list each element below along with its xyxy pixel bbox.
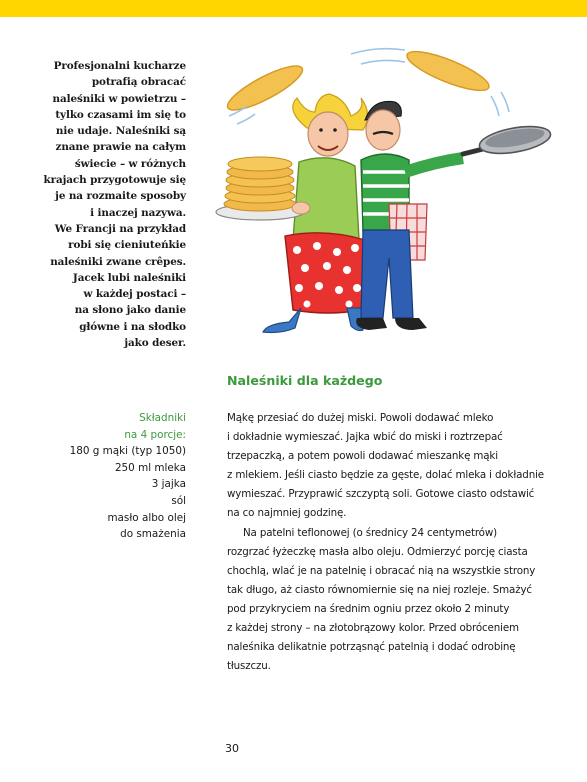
ingredients-heading: Składniki — [139, 412, 186, 424]
instruction-line: i dokładnie wymieszać. Jajka wbić do miski i roztrzepać — [227, 431, 503, 444]
instruction-line: z mlekiem. Jeśli ciasto będzie za gęste, dolać mleka i dokładnie — [227, 469, 544, 482]
instruction-line: trzepaczką, a potem powoli dodawać mieszankę mąki — [227, 450, 498, 463]
intro-line: We Francji na przykład — [54, 222, 186, 235]
page-number: 30 — [225, 742, 239, 755]
intro-line: świecie – w różnych — [74, 157, 186, 170]
instruction-line: pod przykryciem na średnim ogniu przez około 2 minuty — [227, 602, 510, 615]
intro-line: i inaczej nazywa. — [90, 206, 186, 219]
instruction-line: tłuszczu. — [227, 660, 271, 673]
ingredients-heading: na 4 porcje: — [124, 428, 186, 441]
intro-line: naleśniki zwane crêpes. — [50, 255, 186, 268]
instruction-line: tak długo, aż ciasto równomiernie się na niej rozleje. Smażyć — [227, 583, 532, 596]
instruction-line: wymieszać. Przyprawić szczyptą soli. Gotowe ciasto odstawić — [227, 488, 535, 501]
intro-line: je na rozmaite sposoby — [55, 190, 186, 203]
pancake-stack — [216, 157, 310, 220]
frying-pan — [463, 122, 553, 158]
intro-line: główne i na słodko — [79, 320, 186, 333]
ingredient-item: 250 ml mleka — [114, 461, 186, 474]
intro-line: robi się cieniuteńkie — [68, 239, 186, 252]
ingredient-item: 3 jajka — [151, 478, 186, 491]
intro-line: krajach przygotowuje się — [43, 174, 186, 187]
intro-line: znane prawie na całym — [55, 141, 186, 154]
flying-pancake — [403, 44, 493, 97]
ingredient-item: 180 g mąki (typ 1050) — [69, 445, 186, 458]
instruction-line: rozgrzać łyżeczkę masła albo oleju. Odmierzyć porcję ciasta — [227, 545, 528, 558]
top-color-bar — [0, 0, 587, 17]
intro-text — [40, 58, 186, 351]
instruction-line: chochlą, wlać je na patelnię i obracać nią na wszystkie strony — [227, 564, 536, 577]
ingredient-item: do smażenia — [120, 528, 186, 541]
instruction-line: Na patelni teflonowej (o średnicy 24 centymetrów) — [243, 526, 497, 539]
instruction-line: naleśnika delikatnie potrząsnąć patelnią i dodać odrobinę — [227, 641, 516, 654]
recipe-title: Naleśniki dla każdego — [227, 373, 383, 388]
intro-line: Jacek lubi naleśniki — [72, 271, 186, 284]
man-figure — [356, 101, 463, 330]
intro-line: w każdej postaci – — [83, 288, 186, 301]
pancake-illustration — [205, 38, 565, 338]
ingredients-list — [40, 410, 186, 543]
instruction-line: na co najmniej godzinę. — [227, 507, 347, 520]
ingredient-item: masło albo olej — [107, 511, 186, 524]
instruction-line: z każdej strony – na złotobrązowy kolor. Przed obróceniem — [227, 622, 519, 635]
intro-line: jako deser. — [124, 337, 186, 350]
intro-line: tylko czasami im się to — [55, 108, 186, 121]
intro-line: nie udaje. Naleśniki są — [55, 125, 186, 138]
instruction-line: Mąkę przesiać do dużej miski. Powoli dodawać mleko — [227, 412, 494, 424]
recipe-instructions — [227, 409, 557, 676]
intro-line: potrafią obracać — [91, 76, 186, 89]
intro-line: Profesjonalni kucharze — [53, 60, 186, 72]
intro-line: naleśniki w powietrzu – — [52, 92, 186, 105]
ingredient-item: sól — [171, 494, 186, 507]
intro-line: na słono jako danie — [74, 304, 186, 317]
